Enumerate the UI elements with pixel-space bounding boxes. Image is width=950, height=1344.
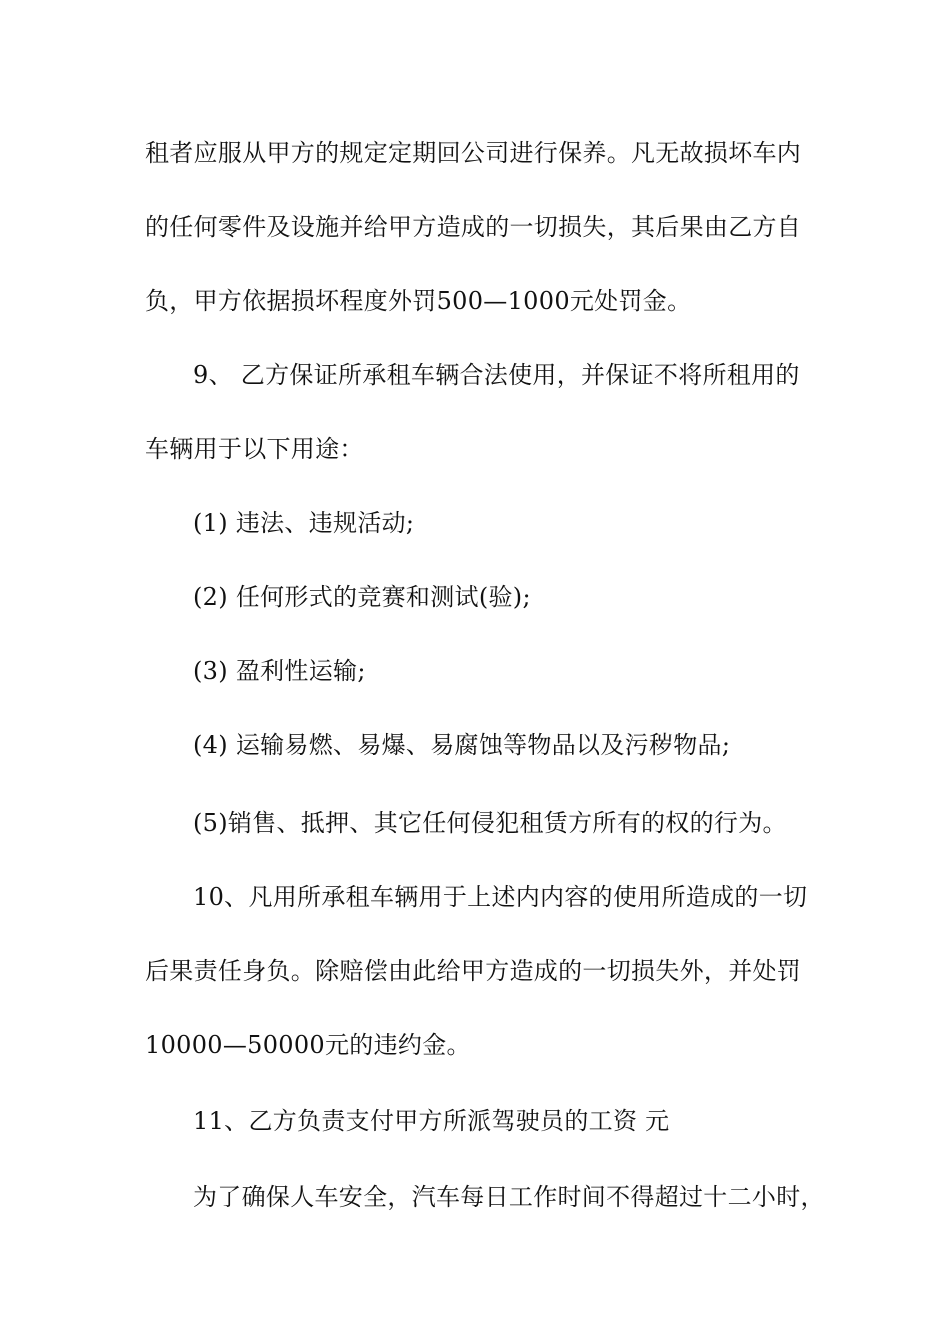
paragraph-line: 车辆用于以下用途： xyxy=(145,435,364,463)
list-item: (3) 盈利性运输; xyxy=(193,657,366,685)
clause-10-line: 10、凡用所承租车辆用于上述内内容的使用所造成的一切 xyxy=(193,883,808,911)
paragraph-line: 后果责任身负。除赔偿由此给甲方造成的一切损失外，并处罚 xyxy=(145,957,802,985)
list-item: (1) 违法、违规活动; xyxy=(193,509,415,537)
clause-11-line: 11、乙方负责支付甲方所派驾驶员的工资 元 xyxy=(193,1107,670,1135)
paragraph-line: 10000—50000元的违约金。 xyxy=(145,1031,471,1059)
list-item: (4) 运输易燃、易爆、易腐蚀等物品以及污秽物品; xyxy=(193,731,731,759)
paragraph-line: 为了确保人车安全，汽车每日工作时间不得超过十二小时， xyxy=(193,1183,825,1211)
list-item: (5)销售、抵押、其它任何侵犯租赁方所有的权的行为。 xyxy=(193,809,787,837)
paragraph-line: 的任何零件及设施并给甲方造成的一切损失，其后果由乙方自 xyxy=(145,213,802,241)
list-item: (2) 任何形式的竞赛和测试(验); xyxy=(193,583,531,611)
paragraph-line: 租者应服从甲方的规定定期回公司进行保养。凡无故损坏车内 xyxy=(145,139,802,167)
clause-9-line: 9、 乙方保证所承租车辆合法使用，并保证不将所租用的 xyxy=(193,361,800,389)
paragraph-line: 负，甲方依据损坏程度外罚500—1000元处罚金。 xyxy=(145,287,692,315)
